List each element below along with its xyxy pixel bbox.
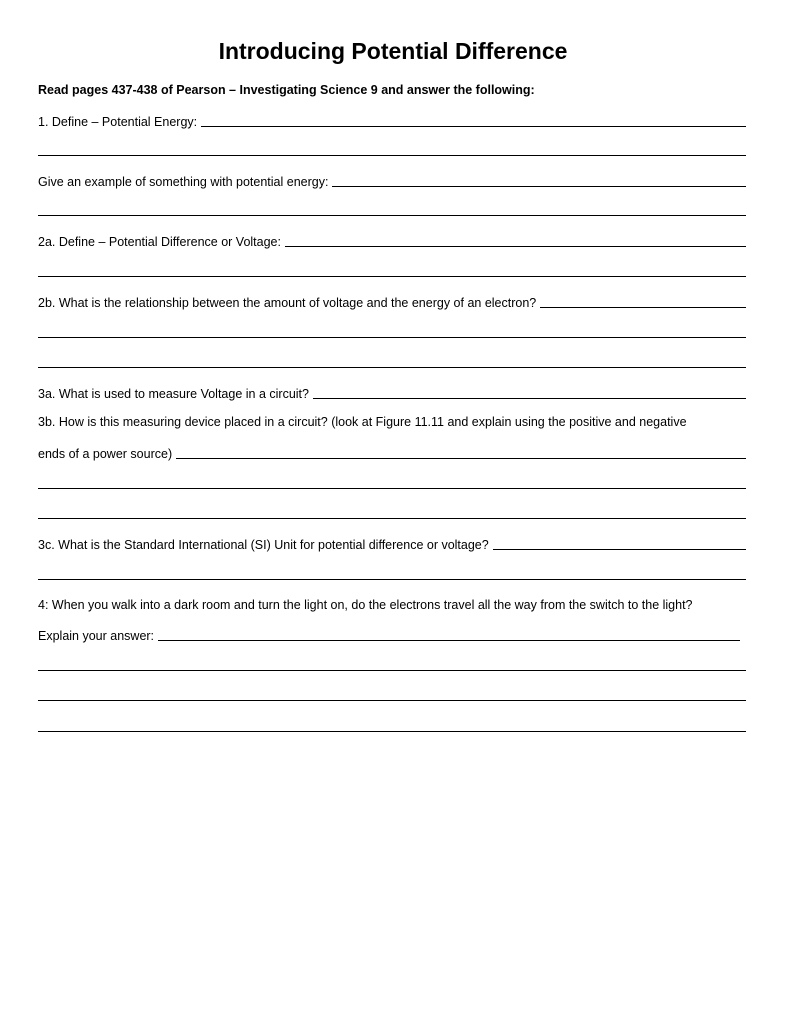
answer-line[interactable] bbox=[38, 155, 746, 156]
answer-line[interactable] bbox=[38, 215, 746, 216]
question-3b-label-continued: ends of a power source) bbox=[38, 447, 173, 461]
question-1-example bbox=[38, 168, 746, 190]
answer-line[interactable] bbox=[285, 246, 746, 247]
answer-line[interactable] bbox=[38, 670, 746, 671]
instructions: Read pages 437-438 of Pearson – Investigating Science 9 and answer the following: bbox=[38, 83, 535, 97]
question-2a bbox=[38, 228, 746, 250]
question-1-example-label: Give an example of something with potential energy: bbox=[38, 175, 329, 189]
worksheet-title: Introducing Potential Difference bbox=[218, 38, 568, 64]
answer-line[interactable] bbox=[38, 700, 746, 701]
question-4-explain bbox=[38, 622, 740, 644]
question-3c-label: 3c. What is the Standard International (SI) Unit for potential difference or voltage? bbox=[38, 538, 489, 552]
question-2a-label: 2a. Define – Potential Difference or Voltage: bbox=[38, 235, 281, 249]
answer-line[interactable] bbox=[540, 307, 746, 308]
question-4-explain-label: Explain your answer: bbox=[38, 629, 155, 643]
question-2b bbox=[38, 289, 746, 311]
answer-line[interactable] bbox=[38, 579, 746, 580]
answer-line[interactable] bbox=[38, 337, 746, 338]
answer-line[interactable] bbox=[313, 398, 746, 399]
answer-line[interactable] bbox=[201, 126, 746, 127]
answer-line[interactable] bbox=[38, 367, 746, 368]
question-3a-label: 3a. What is used to measure Voltage in a circuit? bbox=[38, 387, 309, 401]
question-3b bbox=[38, 440, 746, 462]
question-1 bbox=[38, 108, 746, 130]
question-3c bbox=[38, 531, 746, 553]
question-1-label: 1. Define – Potential Energy: bbox=[38, 115, 198, 129]
question-4-label: 4: When you walk into a dark room and turn the light on, do the electrons travel all the way from the switch to the light? bbox=[38, 598, 693, 612]
answer-line[interactable] bbox=[493, 549, 746, 550]
answer-line[interactable] bbox=[158, 640, 740, 641]
answer-line[interactable] bbox=[38, 731, 746, 732]
answer-line[interactable] bbox=[38, 518, 746, 519]
question-3b-label: 3b. How is this measuring device placed in a circuit? (look at Figure 11.11 and explain using the positive and negative bbox=[38, 415, 687, 429]
answer-line[interactable] bbox=[176, 458, 746, 459]
answer-line[interactable] bbox=[38, 276, 746, 277]
answer-line[interactable] bbox=[332, 186, 746, 187]
question-2b-label: 2b. What is the relationship between the amount of voltage and the energy of an electron? bbox=[38, 296, 537, 310]
question-3a bbox=[38, 380, 746, 402]
answer-line[interactable] bbox=[38, 488, 746, 489]
